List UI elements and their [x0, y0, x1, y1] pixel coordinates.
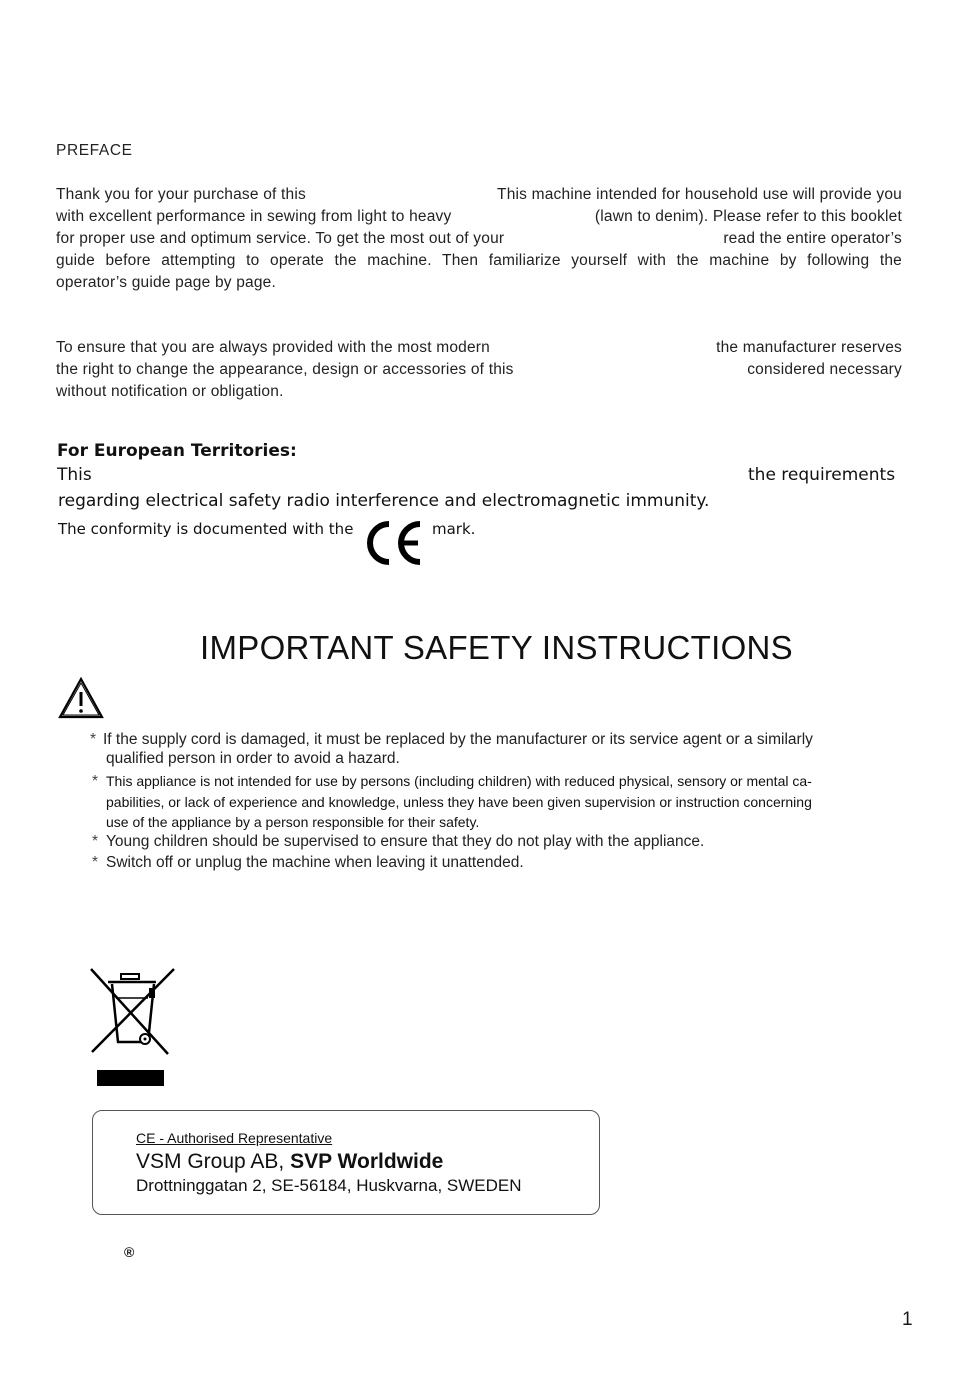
preface-title: PREFACE	[56, 142, 133, 159]
representative-company-plain: VSM Group AB,	[136, 1150, 291, 1173]
preface-line-4: guide before attempting to operate the machine. Then familiarize yourself with the machine by following the	[56, 252, 902, 269]
safety-heading: IMPORTANT SAFETY INSTRUCTIONS	[200, 629, 793, 666]
representative-label: CE - Authorised Representative	[136, 1130, 333, 1146]
european-line-2: regarding electrical safety radio interference and electromagnetic immunity.	[58, 491, 710, 511]
representative-company-bold: SVP Worldwide	[290, 1150, 444, 1173]
safety-item-3-line-1: Young children should be supervised to ensure that they do not play with the appliance.	[106, 833, 705, 850]
preface-line-5: operator’s guide page by page.	[56, 274, 277, 291]
safety-item-2-line-2: pabilities, or lack of experience and knowledge, unless they have been given supervision or instruction concerning	[106, 794, 812, 810]
preface-line-1-right: This machine intended for household use will provide you	[497, 186, 902, 203]
representative-address: Drottninggatan 2, SE-56184, Huskvarna, SWEDEN	[136, 1176, 522, 1195]
registered-mark: ®	[124, 1244, 135, 1260]
safety-item-4-line-1: Switch off or unplug the machine when leaving it unattended.	[106, 854, 524, 871]
safety-item-1-line-2: qualified person in order to avoid a hazard.	[106, 750, 400, 767]
european-line-1-left: This	[57, 465, 92, 485]
preface-p2-line-1-right: the manufacturer reserves	[716, 339, 902, 356]
preface-line-3-left: for proper use and optimum service. To get the most out of your	[56, 230, 505, 247]
european-line-1-right: the requirements	[748, 465, 896, 485]
representative-company	[136, 1150, 443, 1174]
preface-line-2-left: with excellent performance in sewing from light to heavy	[56, 208, 452, 225]
preface-p2-line-2-left: the right to change the appearance, design or accessories of this	[56, 361, 514, 378]
safety-item-2-line-1: This appliance is not intended for use by persons (including children) with reduced physical, sensory or mental ca-	[106, 773, 812, 789]
preface-p2-line-1-left: To ensure that you are always provided with the most modern	[56, 339, 490, 356]
page-number: 1	[902, 1309, 913, 1330]
bullet-star: *	[92, 773, 99, 790]
warning-triangle-icon	[57, 676, 105, 720]
bullet-star: *	[92, 833, 99, 850]
ce-mark-icon	[363, 518, 423, 566]
european-line-3-before: The conformity is documented with the	[58, 520, 354, 538]
bullet-star: *	[90, 731, 97, 748]
preface-p2-line-3: without notification or obligation.	[56, 383, 284, 400]
preface-p2-line-2-right: considered necessary	[747, 361, 902, 378]
european-line-3-after: mark.	[432, 520, 476, 538]
bullet-star: *	[92, 854, 99, 871]
safety-item-2-line-3: use of the appliance by a person responsible for their safety.	[106, 814, 480, 830]
european-heading: For European Territories:	[57, 441, 297, 461]
preface-line-2-right: (lawn to denim). Please refer to this booklet	[594, 208, 902, 225]
crossed-out-bin-icon	[88, 966, 178, 1090]
safety-item-1-line-1: If the supply cord is damaged, it must be replaced by the manufacturer or its service agent or a similarly	[103, 731, 813, 748]
authorised-representative-box	[92, 1110, 600, 1215]
preface-line-1-left: Thank you for your purchase of this	[56, 186, 306, 203]
preface-line-3-right: read the entire operator’s	[723, 230, 902, 247]
